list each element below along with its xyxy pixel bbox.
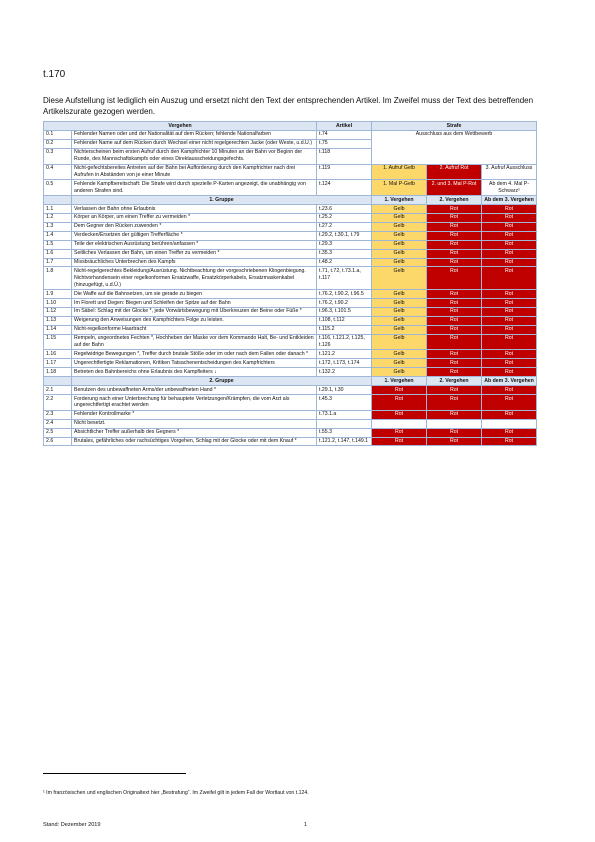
row-number: 0.5: [44, 180, 72, 196]
row-number: 1.9: [44, 290, 72, 299]
header-artikel: Artikel: [317, 122, 372, 131]
exclusion-cell: Ausschluss aus dem Wettbewerb: [372, 130, 537, 164]
penalty-2: Rot: [427, 240, 482, 249]
table-row: [44, 231, 537, 240]
table-row: [44, 180, 537, 196]
table-row: [44, 213, 537, 222]
row-description: Benutzen des unbewaffneten Arms/der unbewaffneten Hand *: [72, 386, 317, 395]
row-article: t.76.2, t.90.2, t.96.5: [317, 290, 372, 299]
table-row: [44, 410, 537, 419]
row-number: 1.5: [44, 240, 72, 249]
penalty-1: Rot: [372, 410, 427, 419]
penalty-3: Rot: [482, 240, 537, 249]
penalty-1: Gelb: [372, 267, 427, 290]
penalty-3: Rot: [482, 290, 537, 299]
penalty-1: Gelb: [372, 368, 427, 377]
row-number: 2.5: [44, 428, 72, 437]
row-article: t.48.2: [317, 258, 372, 267]
row-article: t.118: [317, 148, 372, 164]
penalty-1: Rot: [372, 386, 427, 395]
penalty-3: Rot: [482, 231, 537, 240]
table-row: [44, 267, 537, 290]
row-number: 1.13: [44, 316, 72, 325]
row-description: Körper an Körper, um einen Treffer zu vermeiden *: [72, 213, 317, 222]
header-strafe: Strafe: [372, 122, 537, 131]
penalty-2: Rot: [427, 213, 482, 222]
group-2-col-3: Ab dem 3. Vergehen: [482, 377, 537, 386]
row-article: t.108, t.112: [317, 316, 372, 325]
penalty-3: Rot: [482, 368, 537, 377]
row-description: Verdecken/Ersetzen der gültigen Trefferfläche *: [72, 231, 317, 240]
penalty-1: Gelb: [372, 249, 427, 258]
penalty-1: Rot: [372, 437, 427, 446]
row-description: Fehlende Kampfbereitschaft: Die Strafe wird durch spezielle P-Karten angezeigt, die unabhängig von anderen Strafen sind.: [72, 180, 317, 196]
penalty-1: Gelb: [372, 359, 427, 368]
table-row: [44, 350, 537, 359]
table-row: [44, 130, 537, 139]
penalty-3: Rot: [482, 428, 537, 437]
row-number: 1.3: [44, 222, 72, 231]
header-vergehen: Vergehen: [44, 122, 317, 131]
penalty-2: Rot: [427, 258, 482, 267]
row-description: Absichtlicher Treffer außerhalb des Gegners *: [72, 428, 317, 437]
penalty-2: Rot: [427, 386, 482, 395]
penalty-1: Gelb: [372, 299, 427, 308]
penalty-1: Gelb: [372, 350, 427, 359]
penalty-2: Rot: [427, 350, 482, 359]
row-number: 1.17: [44, 359, 72, 368]
row-description: Ungerechtfertigte Reklamationen, Kritiken Tatsachenentscheidungen des Kampfrichters: [72, 359, 317, 368]
penalty-2: Rot: [427, 290, 482, 299]
penalty-3: Rot: [482, 222, 537, 231]
table-row: [44, 437, 537, 446]
penalty-1: Gelb: [372, 334, 427, 350]
row-description: Teile der elektrischen Ausrüstung berühren/anfassen *: [72, 240, 317, 249]
group-2-title: 2. Gruppe: [72, 377, 372, 386]
table-row: [44, 325, 537, 334]
row-description: Seitliches Verlassen der Bahn, um einen Treffer zu vermeiden *: [72, 249, 317, 258]
penalty-2: Rot: [427, 307, 482, 316]
row-article: t.73.1.a: [317, 410, 372, 419]
penalty-2: Rot: [427, 437, 482, 446]
row-article: t.116, t.121.2, t.125, t.126: [317, 334, 372, 350]
penalty-1: Gelb: [372, 213, 427, 222]
row-description: Im Säbel: Schlag mit der Glocke *, jede Vorwärtsbewegung mit Überkreuzen der Beine oder Füße *: [72, 307, 317, 316]
row-description: Betreten des Bahnbereichs ohne Erlaubnis des Kampfleiters ↓: [72, 368, 317, 377]
row-article: t.29.2, t.30.1, t.79: [317, 231, 372, 240]
row-article: t.35.3: [317, 249, 372, 258]
row-number: 1.16: [44, 350, 72, 359]
row-number: 1.1: [44, 205, 72, 214]
penalty-2: 2. Aufruf Rot: [427, 164, 482, 180]
row-article: t.74: [317, 130, 372, 139]
empty-cell: [372, 419, 427, 428]
penalty-1: Gelb: [372, 258, 427, 267]
row-number: 2.2: [44, 395, 72, 411]
row-description: Im Florett und Degen: Biegen und Schleifen der Spitze auf der Bahn: [72, 299, 317, 308]
row-description: Nicht-regelkonforme Haartracht: [72, 325, 317, 334]
group-1-col-3: Ab dem 3. Vergehen: [482, 196, 537, 205]
row-article: t.25.2: [317, 213, 372, 222]
row-number: 1.7: [44, 258, 72, 267]
row-description: Fehlender Name auf dem Rücken durch Wechsel einer nicht regelgerechten Jacke (oder Weste, u.d.Ü.): [72, 139, 317, 148]
row-description: Verlassen der Bahn ohne Erlaubnis: [72, 205, 317, 214]
penalty-table: [43, 121, 537, 446]
row-number: 1.14: [44, 325, 72, 334]
row-article: t.75: [317, 139, 372, 148]
row-number: 1.15: [44, 334, 72, 350]
penalty-3: Rot: [482, 249, 537, 258]
row-number: 1.8: [44, 267, 72, 290]
penalty-3: Rot: [482, 307, 537, 316]
row-article: [317, 419, 372, 428]
table-row: [44, 307, 537, 316]
penalty-2: Rot: [427, 359, 482, 368]
table-row: [44, 299, 537, 308]
row-article: t.55.3: [317, 428, 372, 437]
row-article: t.29.3: [317, 240, 372, 249]
penalty-1: Gelb: [372, 325, 427, 334]
penalty-1: Rot: [372, 395, 427, 411]
penalty-2: Rot: [427, 205, 482, 214]
penalty-3: 3. Aufruf Ausschluss: [482, 164, 537, 180]
table-header-row: [44, 122, 537, 131]
table-row: [44, 395, 537, 411]
penalty-2: Rot: [427, 267, 482, 290]
row-number: 0.3: [44, 148, 72, 164]
row-number: 2.3: [44, 410, 72, 419]
penalty-3: Rot: [482, 205, 537, 214]
row-description: Forderung nach einer Unterbrechung für behauptete Verletzungen/Krämpfen, die vom Arzt als ungerechtfertigt erachtet werden: [72, 395, 317, 411]
row-description: Die Waffe auf die Bahnsetzen, um sie gerade zu biegen: [72, 290, 317, 299]
group-1-title: 1. Gruppe: [72, 196, 372, 205]
row-description: Rempeln, ungeordnetes Fechten *, Hochheben der Maske vor dem Kommando Halt, Be- und Entkleiden auf der Bahn: [72, 334, 317, 350]
penalty-2: Rot: [427, 222, 482, 231]
row-number: 0.4: [44, 164, 72, 180]
row-number: 0.2: [44, 139, 72, 148]
group-1-blank-cell: [44, 196, 72, 205]
table-row: [44, 258, 537, 267]
row-article: t.96.3, t.101.5: [317, 307, 372, 316]
penalty-1: Gelb: [372, 307, 427, 316]
row-article: t.121.2, t.147, t.149.1: [317, 437, 372, 446]
group-1-header-row: [44, 196, 537, 205]
penalty-3: Rot: [482, 395, 537, 411]
row-description: Dem Gegner den Rücken zuwenden *: [72, 222, 317, 231]
penalty-3: Rot: [482, 258, 537, 267]
row-article: t.27.2: [317, 222, 372, 231]
penalty-1: Gelb: [372, 316, 427, 325]
penalty-2: Rot: [427, 334, 482, 350]
row-description: Missbräuchliches Unterbrechen des Kampfs: [72, 258, 317, 267]
table-row: [44, 359, 537, 368]
footnote: ¹ Im französischen und englischen Originaltext hier „Bestrafung“. Im Zweifel gilt in jedem Fall der Wortlaut von t.124.: [43, 790, 309, 796]
penalty-2: Rot: [427, 299, 482, 308]
group-2-blank-cell: [44, 377, 72, 386]
page-number: 1: [304, 822, 308, 828]
group-1-col-1: 1. Vergehen: [372, 196, 427, 205]
penalty-3: Rot: [482, 386, 537, 395]
row-description: Nichterscheinen beim ersten Aufruf durch den Kampfrichter 10 Minuten an der Bahn vor Beginn der Runde, des Mannschaftskampfs oder eines Direktausscheidungsgefechts.: [72, 148, 317, 164]
penalty-3: Rot: [482, 325, 537, 334]
group-2-col-1: 1. Vergehen: [372, 377, 427, 386]
penalty-2: Rot: [427, 428, 482, 437]
penalty-2: Rot: [427, 231, 482, 240]
table-row: [44, 386, 537, 395]
penalty-1: Rot: [372, 428, 427, 437]
row-number: 1.18: [44, 368, 72, 377]
penalty-3: Rot: [482, 267, 537, 290]
penalty-1: 1. Aufruf Gelb: [372, 164, 427, 180]
penalty-3: Rot: [482, 350, 537, 359]
penalty-2: Rot: [427, 368, 482, 377]
table-row: [44, 428, 537, 437]
row-number: 0.1: [44, 130, 72, 139]
empty-cell: [427, 419, 482, 428]
penalty-3: Rot: [482, 213, 537, 222]
row-description: Nicht-regelgerechtes Bekleidung/Ausrüstung. Nichtbeachtung der vorgeschriebenen Klingenbiegung. Nichtvorhandensein einer regelkonformen Ersatzwaffe, Ersatzkörperkabels, Ersatzmaskenkabel (hinzugefügt, u.d.Ü.): [72, 267, 317, 290]
row-description: Nicht besetzt.: [72, 419, 317, 428]
group-2-col-2: 2. Vergehen: [427, 377, 482, 386]
row-description: Weigerung den Anweisungen des Kampfrichters Folge zu leisten.: [72, 316, 317, 325]
table-row: [44, 368, 537, 377]
row-article: t.71, t.72, t.73.1.a, t.117: [317, 267, 372, 290]
penalty-1: Gelb: [372, 205, 427, 214]
row-article: t.23.6: [317, 205, 372, 214]
row-number: 1.6: [44, 249, 72, 258]
row-number: 2.6: [44, 437, 72, 446]
row-article: t.119: [317, 164, 372, 180]
table-row: [44, 164, 537, 180]
row-number: 1.10: [44, 299, 72, 308]
penalty-2: Rot: [427, 395, 482, 411]
row-number: 1.4: [44, 231, 72, 240]
footer-stand: Stand: Dezember 2019: [43, 822, 101, 828]
penalty-1: 1. Mal P-Gelb: [372, 180, 427, 196]
group-2-header-row: [44, 377, 537, 386]
empty-cell: [482, 419, 537, 428]
row-number: 2.1: [44, 386, 72, 395]
group-1-col-2: 2. Vergehen: [427, 196, 482, 205]
row-article: t.132.2: [317, 368, 372, 377]
table-row: [44, 419, 537, 428]
penalty-1: Gelb: [372, 290, 427, 299]
row-description: Fehlender Namen oder und der Nationalität auf dem Rücken; fehlende Nationalfarben: [72, 130, 317, 139]
penalty-2: 2. und 3. Mal P-Rot: [427, 180, 482, 196]
penalty-1: Gelb: [372, 240, 427, 249]
row-article: t.29.1, t.30: [317, 386, 372, 395]
row-number: 2.4: [44, 419, 72, 428]
penalty-3: Rot: [482, 359, 537, 368]
page-title: t.170: [43, 69, 66, 80]
row-number: 1.2: [44, 213, 72, 222]
penalty-3: Rot: [482, 316, 537, 325]
row-description: Fehlender Kontrollmarke *: [72, 410, 317, 419]
penalty-3: Rot: [482, 334, 537, 350]
row-article: t.121.2: [317, 350, 372, 359]
penalty-3: Rot: [482, 437, 537, 446]
penalty-1: Gelb: [372, 222, 427, 231]
row-article: t.76.2, t.90.2: [317, 299, 372, 308]
row-number: 1.12: [44, 307, 72, 316]
row-article: t.45.3: [317, 395, 372, 411]
row-description: Nicht-gefechtsbereites Antreten auf der Bahn bei Aufforderung durch den Kampfrichter nach drei Aufrufen in Abständen von je einer Minute: [72, 164, 317, 180]
row-description: Regelwidrige Bewegungen *, Treffer durch brutale Stöße oder im oder nach dem Fallen oder danach *: [72, 350, 317, 359]
table-row: [44, 249, 537, 258]
penalty-3: Rot: [482, 299, 537, 308]
penalty-3: Rot: [482, 410, 537, 419]
penalty-2: Rot: [427, 410, 482, 419]
row-description: Brutales, gefährliches oder rachsüchtiges Vorgehen, Schlag mit der Glocke oder mit dem Knauf *: [72, 437, 317, 446]
penalty-2: Rot: [427, 249, 482, 258]
table-row: [44, 205, 537, 214]
penalty-2: Rot: [427, 316, 482, 325]
table-row: [44, 316, 537, 325]
penalty-3: Ab dem 4. Mal P-Schwarz¹: [482, 180, 537, 196]
row-article: t.115.2: [317, 325, 372, 334]
table-row: [44, 222, 537, 231]
table-row: [44, 240, 537, 249]
row-article: t.172, t.173, t.174: [317, 359, 372, 368]
table-row: [44, 334, 537, 350]
table-row: [44, 290, 537, 299]
penalty-1: Gelb: [372, 231, 427, 240]
footnote-rule: [43, 773, 186, 774]
row-article: t.124: [317, 180, 372, 196]
penalty-2: Rot: [427, 325, 482, 334]
intro-text: Diese Aufstellung ist lediglich ein Auszug und ersetzt nicht den Text der entsprechenden Artikel. Im Zweifel muss der Text des betreffenden Artikelszurate gezogen werden.: [43, 96, 534, 116]
